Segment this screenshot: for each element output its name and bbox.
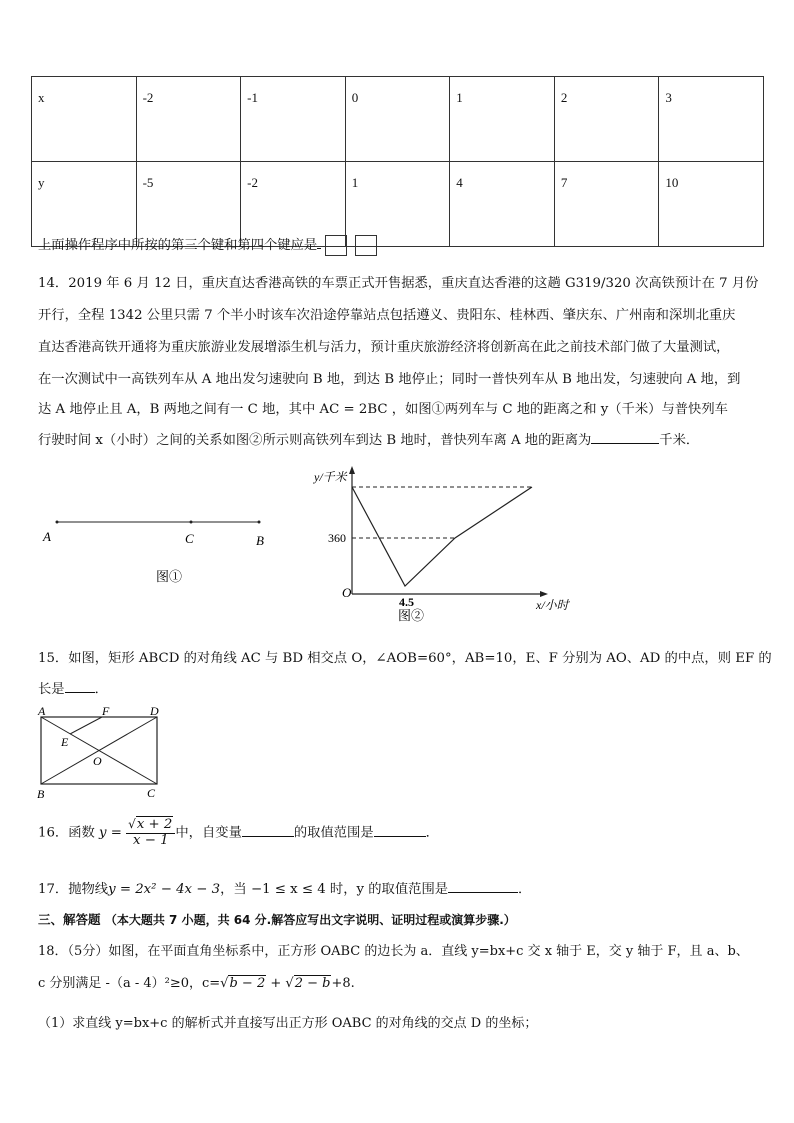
table-cell: 10 [659,162,764,247]
table-cell: 3 [659,77,764,162]
label-f: F [102,704,110,718]
table-cell: x [32,77,137,162]
table-cell: -5 [136,162,241,247]
label-e: E [61,735,69,749]
q15-text: 长是 [38,682,65,697]
q18-line: 18．（5分）如图，在平面直角坐标系中，正方形 OABC 的边长为 a．直线 y=bx+c 交 x 轴于 E，交 y 轴于 F，且 a、b、 [38,944,749,959]
q18-line2-pre: c 分别满足 -（a - 4）²≥0，c= [38,976,221,991]
answer-blank[interactable] [242,836,294,837]
point-c [190,521,193,524]
point-b [258,521,261,524]
table-cell: 4 [450,162,555,247]
label-c: C [147,786,156,800]
q14-line6 [38,429,699,448]
q16-line [38,818,439,848]
table-cell: 1 [450,77,555,162]
answer-blank[interactable] [591,443,659,444]
y-axis-arrow [349,466,355,474]
q18-line2: c 分别满足 -（a - 4）²≥0，c=√b − 2 + √2 − b+8. [38,976,355,991]
q18-part1: （1）求直线 y=bx+c 的解析式并直接写出正方形 OABC 的对角线的交点 D 的坐标； [38,1016,538,1031]
fig2-caption: 图② [398,608,425,623]
q14-line: 在一次测试中一高铁列车从 A 地出发匀速驶向 B 地，到达 B 地停止；同时一普快列车从 B 地出发，匀速驶向 A 地，到 [38,372,741,387]
segment-ef [70,717,102,734]
answer-blank[interactable] [65,692,95,693]
q16-fraction: $\frac{√x + 2}{x - 1}$ [126,818,175,848]
q14-unit: 千米． [659,433,700,448]
q15-end: ． [94,682,108,697]
q16-denominator: x − 1 [133,832,169,848]
q16-mid: 中，自变量 [175,825,242,841]
q14-line: 达 A 地停止且 A，B 两地之间有一 C 地，其中 AC = 2BC ，如图①两列车与 C 地的距离之和 y（千米）与普快列车 [38,402,728,417]
fig1-caption: 图① [156,569,183,584]
q14-line: 开行，全程 1342 公里只需 7 个半小时该车次沿途停靠站点包括遵义、贵阳东、桂林西、肇庆东、广州南和深圳北重庆 [38,308,736,323]
label-b: B [256,533,264,548]
label-a: A [43,529,51,544]
q18-root2: 2 − b [294,976,331,991]
x-axis-label: x/小时 [536,598,569,612]
table-cell: -1 [241,77,346,162]
table-cell: -2 [136,77,241,162]
q16-y: y = [99,825,122,841]
answer-blank [317,248,321,249]
q17-line [38,878,531,897]
origin-label: O [342,585,352,600]
table-cell: 2 [554,77,659,162]
figure-2 [300,462,590,627]
figure-1 [36,505,276,595]
q18-root1: b − 2 [229,976,266,991]
q16-numerator: x + 2 [136,817,173,832]
label-a: A [38,704,46,718]
q16-mid2: 的取值范围是 [293,825,374,841]
q16-prefix: 16．函数 [38,825,95,841]
q13-tail: 上面操作程序中所按的第三个键和第四个键应是 [38,238,318,253]
q17-mid: ，当 −1 ≤ x ≤ 4 时，y 的取值范围是 [220,882,449,897]
q14-line: 14．2019 年 6 月 12 日，重庆直达香港高铁的车票正式开售据悉，重庆直达香港的这趟 G319/320 次高铁预计在 7 月份 [38,276,759,291]
tick-360: 360 [328,531,346,545]
answer-box[interactable] [355,235,377,256]
answer-blank[interactable] [448,892,518,893]
q17-prefix: 17．抛物线 [38,882,109,897]
values-table [31,76,764,247]
figure-rectangle [32,700,172,800]
q16-end: ． [425,825,439,841]
q14-question: 行驶时间 x（小时）之间的关系如图②所示则高铁列车到达 B 地时，普快列车离 A 地的距离为 [38,433,592,448]
label-c: C [185,531,194,546]
q17-end: ． [518,882,532,897]
table-cell: 0 [345,77,450,162]
answer-blank[interactable] [374,836,426,837]
table-row-x [32,77,764,162]
y-axis-label: y/千米 [314,470,347,484]
tick-4.5: 4.5 [399,595,414,609]
label-b: B [37,787,45,800]
table-cell: 7 [554,162,659,247]
q13-text [38,234,377,256]
section-3-title: 三、解答题 [38,912,101,927]
q14-line: 直达香港高铁开通将为重庆旅游业发展增添生机与活力，预计重庆旅游经济将创新高在此之前技术部门做了大量测试， [38,340,730,355]
table-cell: -2 [241,162,346,247]
section-3-note: （本大题共 7 小题，共 64 分.解答应写出文字说明、证明过程或演算步骤.） [104,913,516,927]
label-d: D [150,704,159,718]
point-a [56,521,59,524]
section-3-heading [38,910,516,928]
graph-line [352,487,532,586]
answer-box[interactable] [325,235,347,256]
table-cell: 1 [345,162,450,247]
q18-line2-end: +8. [331,976,355,991]
table-cell: y [32,162,137,247]
q15-line: 15．如图，矩形 ABCD 的对角线 AC 与 BD 相交点 O，∠AOB=60°，AB=10，E、F 分别为 AO、AD 的中点，则 EF 的 [38,651,772,666]
q17-formula: y = 2x² − 4x − 3 [108,882,221,897]
q15-line2 [38,678,108,697]
x-axis-arrow [540,591,548,597]
label-o: O [93,754,102,768]
